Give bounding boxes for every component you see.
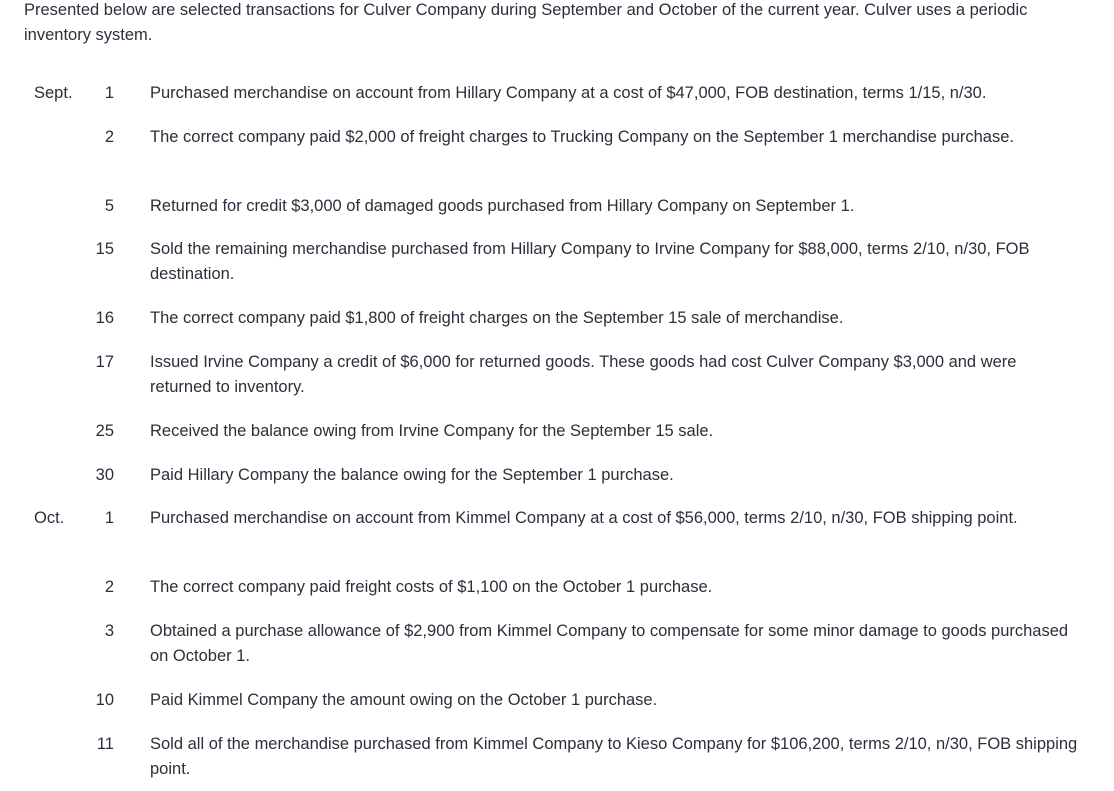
transaction-description: Sold the remaining merchandise purchased from Hillary Company to Irvine Company for $88,000, terms 2/10, n/30, FOB destination.	[150, 240, 1030, 283]
transaction-description: Issued Irvine Company a credit of $6,000 for returned goods. These goods had cost Culver Company $3,000 and were returned to inventory.	[150, 353, 1017, 396]
day-label: 10	[95, 691, 114, 709]
day-label: 30	[95, 466, 114, 484]
transaction-description: Purchased merchandise on account from Kimmel Company at a cost of $56,000, terms 2/10, n/30, FOB shipping point.	[150, 509, 1018, 527]
transaction-description: Paid Kimmel Company the amount owing on the October 1 purchase.	[150, 691, 658, 709]
intro-paragraph: Presented below are selected transactions for Culver Company during September and October of the current year. Culver uses a periodic inventory system.	[24, 1, 1028, 44]
transaction-description: Sold all of the merchandise purchased from Kimmel Company to Kieso Company for $106,200, terms 2/10, n/30, FOB shipping point.	[150, 735, 1078, 778]
day-label: 15	[95, 240, 114, 258]
day-label: 3	[104, 622, 114, 640]
day-label: 1	[104, 509, 114, 527]
transaction-description: The correct company paid $2,000 of freight charges to Trucking Company on the September 1 merchandise purchase.	[150, 128, 1014, 146]
day-label: 2	[104, 578, 114, 596]
day-label: 1	[104, 84, 114, 102]
transaction-description: Paid Hillary Company the balance owing for the September 1 purchase.	[150, 466, 674, 484]
transaction-description: Obtained a purchase allowance of $2,900 from Kimmel Company to compensate for some minor damage to goods purchased on October 1.	[150, 622, 1069, 665]
day-label: 2	[104, 128, 114, 146]
day-label: 11	[96, 735, 114, 753]
transaction-description: The correct company paid freight costs of $1,100 on the October 1 purchase.	[150, 578, 713, 596]
day-label: 16	[95, 309, 114, 327]
transaction-description: Purchased merchandise on account from Hillary Company at a cost of $47,000, FOB destination, terms 1/15, n/30.	[150, 84, 987, 102]
transaction-description: Returned for credit $3,000 of damaged goods purchased from Hillary Company on September 1.	[150, 197, 855, 215]
transaction-description: The correct company paid $1,800 of freight charges on the September 15 sale of merchandise.	[150, 309, 844, 327]
transaction-description: Received the balance owing from Irvine Company for the September 15 sale.	[150, 422, 714, 440]
month-label: Oct.	[34, 509, 65, 527]
day-label: 25	[95, 422, 114, 440]
day-label: 17	[95, 353, 114, 371]
month-label: Sept.	[34, 84, 73, 102]
day-label: 5	[104, 197, 114, 215]
